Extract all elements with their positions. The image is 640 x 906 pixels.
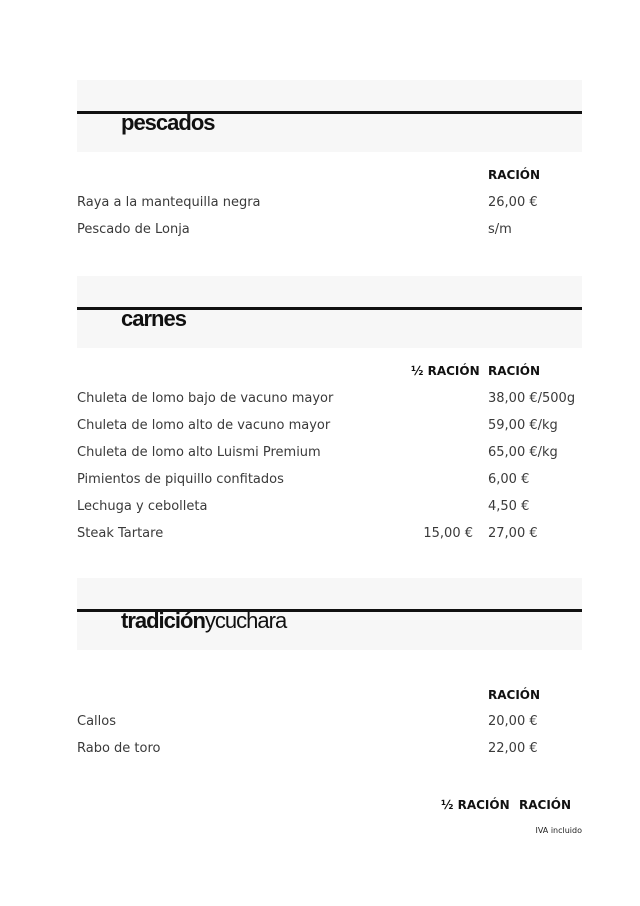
portion-column-header: RACIÓN	[488, 364, 541, 378]
dish-name: Raya a la mantequilla negra	[77, 195, 261, 210]
tax-note: IVA incluido	[535, 826, 582, 835]
dish-price: 59,00 €/kg	[488, 418, 558, 433]
menu-item	[77, 418, 582, 438]
menu-item	[77, 714, 582, 734]
portion-column-header: RACIÓN	[488, 168, 541, 182]
dish-name: Rabo de toro	[77, 741, 161, 756]
dish-price: 20,00 €	[488, 714, 538, 729]
dish-name: Chuleta de lomo alto de vacuno mayor	[77, 418, 331, 433]
section-header-carnes	[77, 276, 582, 348]
dish-price: 27,00 €	[488, 526, 538, 541]
dish-price: 6,00 €	[488, 472, 530, 487]
dish-name: Chuleta de lomo alto Luismi Premium	[77, 445, 321, 460]
dish-price: 4,50 €	[488, 499, 530, 514]
dish-price: 22,00 €	[488, 741, 538, 756]
menu-item	[77, 195, 582, 215]
dish-name: Chuleta de lomo bajo de vacuno mayor	[77, 391, 334, 406]
dish-name: Pimientos de piquillo confitados	[77, 472, 284, 487]
section-title: carnes	[121, 306, 186, 331]
dish-price: 65,00 €/kg	[488, 445, 558, 460]
portion-column-header: RACIÓN	[488, 688, 541, 702]
dish-name: Lechuga y cebolleta	[77, 499, 208, 514]
dish-half-price: 15,00 €	[423, 526, 473, 541]
section-title-light: ycuchara	[204, 608, 287, 633]
dish-name: Callos	[77, 714, 116, 729]
section-header-pescados	[77, 80, 582, 152]
footer-half-portion-label: ½ RACIÓN	[441, 798, 510, 812]
section-title-bold: tradición	[121, 608, 205, 633]
dish-price: s/m	[488, 222, 512, 237]
dish-price: 26,00 €	[488, 195, 538, 210]
menu-item	[77, 526, 582, 546]
dish-price: 38,00 €/500g	[488, 391, 576, 406]
section-header-tradicion-y-cuchara	[77, 578, 582, 650]
section-title	[121, 608, 286, 634]
footer-portion-label: RACIÓN	[519, 798, 572, 812]
section-title: pescados	[121, 110, 215, 135]
dish-name: Pescado de Lonja	[77, 222, 190, 237]
menu-item	[77, 472, 582, 492]
menu-item	[77, 391, 582, 411]
dish-name: Steak Tartare	[77, 526, 164, 541]
menu-item	[77, 741, 582, 761]
half-portion-column-header: ½ RACIÓN	[411, 364, 480, 378]
menu-item	[77, 445, 582, 465]
menu-item	[77, 499, 582, 519]
menu-item	[77, 222, 582, 242]
